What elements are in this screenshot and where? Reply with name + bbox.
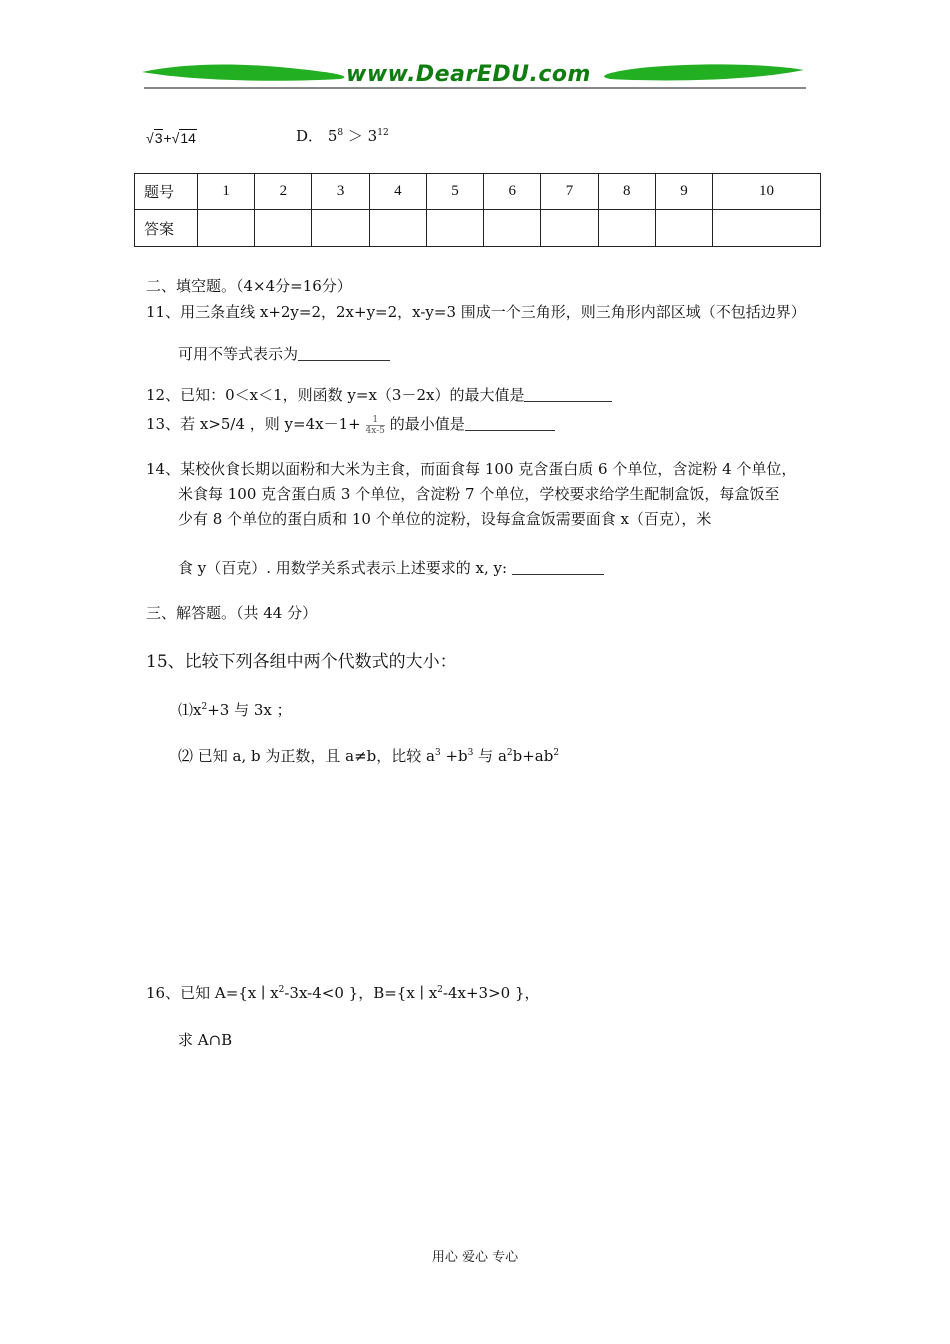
answer-cell[interactable] (312, 210, 369, 247)
question-11-line-1: 11、用三条直线 x+2y=2，2x+y=2，x-y=3 围成一个三角形，则三角形内部区域（不包括边界） (146, 303, 806, 321)
answer-blank[interactable] (512, 574, 604, 575)
answer-table-header-answer: 答案 (135, 210, 198, 247)
answer-cell[interactable] (541, 210, 598, 247)
answer-blank[interactable] (524, 401, 612, 402)
answer-cell[interactable] (426, 210, 483, 247)
table-cell-number: 5 (426, 174, 483, 210)
table-cell-number: 4 (369, 174, 426, 210)
answer-cell[interactable] (484, 210, 541, 247)
question-14-line-4: 食 y（百克）. 用数学关系式表示上述要求的 x, y: (178, 558, 604, 578)
section-2-heading: 二、填空题。（4×4分=16分） (146, 277, 352, 295)
table-cell-number: 2 (255, 174, 312, 210)
answer-table-answer-row (135, 210, 821, 247)
table-cell-number: 10 (713, 174, 821, 210)
answer-cell[interactable] (598, 210, 655, 247)
option-c-expression: √3+√14 (146, 130, 196, 146)
question-11-line-2: 可用不等式表示为 (178, 344, 390, 364)
answer-cell[interactable] (369, 210, 426, 247)
question-16-line-2: 求 A∩B (178, 1031, 233, 1049)
answer-table (134, 173, 821, 247)
answer-cell[interactable] (655, 210, 712, 247)
table-cell-number: 6 (484, 174, 541, 210)
option-d: D． $5^8 > 3^{12}$ (296, 127, 389, 145)
answer-cell[interactable] (255, 210, 312, 247)
answer-table-header-number: 题号 (135, 174, 198, 210)
answer-blank[interactable] (465, 430, 555, 431)
question-14-line-2: 米食每 100 克含蛋白质 3 个单位，含淀粉 7 个单位，学校要求给学生配制盒饭，每盒饭至 (178, 485, 780, 503)
table-cell-number: 9 (655, 174, 712, 210)
question-14-line-3: 少有 8 个单位的蛋白质和 10 个单位的淀粉，设每盒盒饭需要面食 x（百克），米 (178, 510, 712, 528)
section-3-heading: 三、解答题。（共 44 分） (146, 604, 318, 622)
question-13: 13、若 x>5/4 ，则 y=4x－1+ $\frac{1}{4x-5}$ 的最小值是 (146, 414, 555, 436)
fraction: $\frac{1}{4x-5}$ (365, 414, 385, 436)
answer-table-number-row (135, 174, 821, 210)
table-cell-number: 1 (198, 174, 255, 210)
answer-cell[interactable] (198, 210, 255, 247)
table-cell-number: 7 (541, 174, 598, 210)
question-12: 12、已知：0＜x＜1，则函数 y=x（3－2x）的最大值是 (146, 385, 612, 405)
answer-cell[interactable] (713, 210, 821, 247)
question-14-line-1: 14、某校伙食长期以面粉和大米为主食，而面食每 100 克含蛋白质 6 个单位，含淀粉 4 个单位， (146, 460, 797, 478)
question-15: 15、比较下列各组中两个代数式的大小： (146, 652, 457, 672)
page-footer: 用心 爱心 专心 (431, 1250, 519, 1265)
table-cell-number: 3 (312, 174, 369, 210)
question-16-line-1: 16、已知 A={x ∣ $x^2-3x-4<0$ }，B={x ∣ $x^2-4x+3>0$ }， (146, 984, 540, 1002)
site-logo-text: www.DearEDU.com (346, 62, 591, 87)
answer-blank[interactable] (298, 360, 390, 361)
table-cell-number: 8 (598, 174, 655, 210)
question-15-part-1: $⑴x^2+3$ 与 3x ； (178, 701, 292, 719)
question-15-part-2: ⑵ 已知 a, b 为正数，且 a≠b，比较 $a^3 +b^3$ 与 $a^2b+ab^2$ (178, 747, 560, 765)
